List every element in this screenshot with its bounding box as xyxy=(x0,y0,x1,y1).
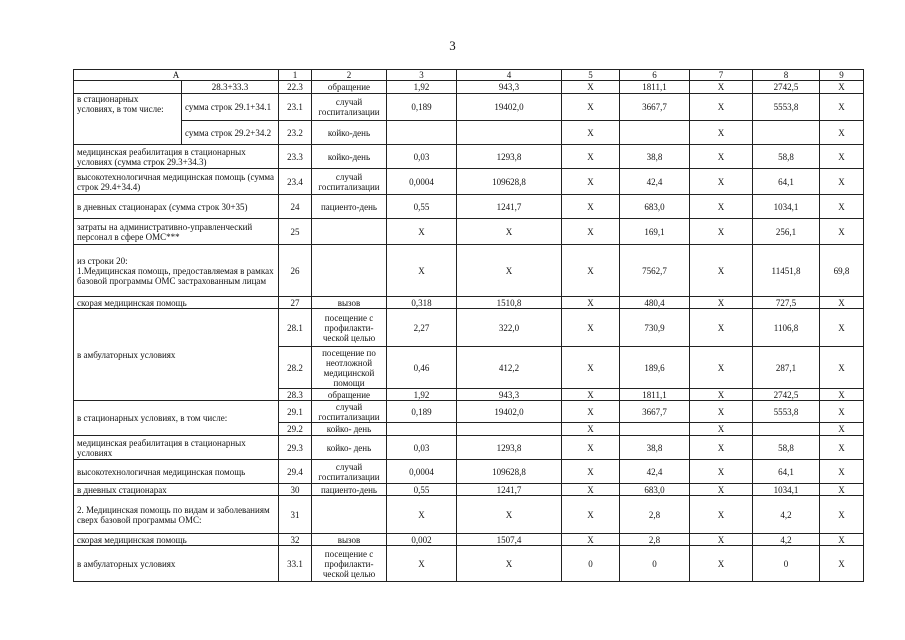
cell: X xyxy=(562,195,620,219)
cell: X xyxy=(820,484,864,496)
cell xyxy=(387,423,457,436)
cell: 11451,8 xyxy=(753,245,820,297)
row-name-line: 1.Медицинская помощь, предоставляемая в рамках базовой программы ОМС застрахованным лицам xyxy=(77,265,274,286)
cell: X xyxy=(562,94,620,121)
cell: X xyxy=(690,436,753,460)
table-row xyxy=(74,81,864,94)
cell: 0 xyxy=(620,546,690,582)
cell: X xyxy=(457,546,562,582)
cell: 1811,1 xyxy=(620,389,690,401)
row-code: 28.1 xyxy=(279,309,312,347)
table-row xyxy=(74,436,864,460)
row-unit: случай госпитализации xyxy=(312,460,387,484)
cell: X xyxy=(690,94,753,121)
cell xyxy=(387,121,457,145)
cell: X xyxy=(820,81,864,94)
cell: X xyxy=(820,534,864,546)
cell: 109628,8 xyxy=(457,460,562,484)
cell: 1034,1 xyxy=(753,484,820,496)
row-name: затраты на административно-управленческий персонал в сфере ОМС*** xyxy=(74,219,279,245)
cell: X xyxy=(690,496,753,534)
row-code: 26 xyxy=(279,245,312,297)
cell: X xyxy=(820,401,864,423)
row-name-line: из строки 20: xyxy=(77,255,128,266)
row-code: 23.4 xyxy=(279,169,312,195)
cell: 256,1 xyxy=(753,219,820,245)
cell: 1,92 xyxy=(387,81,457,94)
row-code: 23.2 xyxy=(279,121,312,145)
table-row xyxy=(74,121,864,145)
table-row xyxy=(74,496,864,534)
header-cell: 2 xyxy=(312,70,387,81)
cell: X xyxy=(820,347,864,389)
cell: 58,8 xyxy=(753,436,820,460)
row-subname: сумма строк 29.1+34.1 xyxy=(182,94,279,121)
cell: X xyxy=(690,309,753,347)
header-cell: 9 xyxy=(820,70,864,81)
cell xyxy=(620,121,690,145)
row-name xyxy=(74,245,279,297)
cell: 0,0004 xyxy=(387,169,457,195)
cell: 109628,8 xyxy=(457,169,562,195)
cell: 4,2 xyxy=(753,534,820,546)
row-name: скорая медицинская помощь xyxy=(74,297,279,309)
table-row xyxy=(74,245,864,297)
row-code: 31 xyxy=(279,496,312,534)
cell: 0,0004 xyxy=(387,460,457,484)
row-name: высокотехнологичная медицинская помощь xyxy=(74,460,279,484)
row-code: 22.3 xyxy=(279,81,312,94)
row-code: 29.4 xyxy=(279,460,312,484)
cell: X xyxy=(562,81,620,94)
cell: 943,3 xyxy=(457,389,562,401)
cell: 0 xyxy=(562,546,620,582)
cell: X xyxy=(562,460,620,484)
cell: X xyxy=(387,245,457,297)
financing-table xyxy=(73,69,864,582)
row-unit xyxy=(312,219,387,245)
cell: 42,4 xyxy=(620,169,690,195)
table-row xyxy=(74,195,864,219)
table-row xyxy=(74,484,864,496)
cell: X xyxy=(562,297,620,309)
row-unit: койко- день xyxy=(312,436,387,460)
cell: 2742,5 xyxy=(753,81,820,94)
cell: 0,03 xyxy=(387,436,457,460)
cell: X xyxy=(690,347,753,389)
cell: X xyxy=(690,121,753,145)
cell: X xyxy=(820,94,864,121)
row-name: в стационарных условиях, в том числе: xyxy=(74,94,182,145)
row-subname: сумма строк 29.2+34.2 xyxy=(182,121,279,145)
cell: 4,2 xyxy=(753,496,820,534)
cell: 3667,7 xyxy=(620,401,690,423)
cell: X xyxy=(690,534,753,546)
cell: X xyxy=(387,219,457,245)
cell: X xyxy=(820,121,864,145)
row-code: 28.2 xyxy=(279,347,312,389)
cell: 2,8 xyxy=(620,496,690,534)
cell: 7562,7 xyxy=(620,245,690,297)
cell: X xyxy=(690,219,753,245)
row-unit: посещение по неотложной медицинской помощи xyxy=(312,347,387,389)
cell: 683,0 xyxy=(620,484,690,496)
cell: X xyxy=(820,297,864,309)
row-name: 2. Медицинская помощь по видам и заболеваниям сверх базовой программы ОМС: xyxy=(74,496,279,534)
cell: X xyxy=(690,297,753,309)
cell: 1293,8 xyxy=(457,436,562,460)
table-row xyxy=(74,460,864,484)
cell: X xyxy=(690,401,753,423)
cell: 64,1 xyxy=(753,169,820,195)
table-row xyxy=(74,94,864,121)
cell: X xyxy=(562,436,620,460)
cell: 1,92 xyxy=(387,389,457,401)
row-unit: посещение с профилакти-ческой целью xyxy=(312,309,387,347)
header-cell: 1 xyxy=(279,70,312,81)
header-cell: 3 xyxy=(387,70,457,81)
cell: X xyxy=(562,309,620,347)
cell: 1293,8 xyxy=(457,145,562,169)
row-code: 32 xyxy=(279,534,312,546)
cell: X xyxy=(690,195,753,219)
row-code: 29.3 xyxy=(279,436,312,460)
cell: 42,4 xyxy=(620,460,690,484)
header-cell: 4 xyxy=(457,70,562,81)
cell: 19402,0 xyxy=(457,94,562,121)
cell: 2,27 xyxy=(387,309,457,347)
cell: 169,1 xyxy=(620,219,690,245)
row-unit xyxy=(312,496,387,534)
row-name: в стационарных условиях, в том числе: xyxy=(74,401,279,436)
row-unit: обращение xyxy=(312,81,387,94)
cell: 943,3 xyxy=(457,81,562,94)
cell: 64,1 xyxy=(753,460,820,484)
cell: X xyxy=(690,546,753,582)
cell: 0,55 xyxy=(387,484,457,496)
row-unit: обращение xyxy=(312,389,387,401)
cell: 1034,1 xyxy=(753,195,820,219)
cell: 683,0 xyxy=(620,195,690,219)
row-code: 23.1 xyxy=(279,94,312,121)
cell: 0,002 xyxy=(387,534,457,546)
table-row xyxy=(74,546,864,582)
cell: 189,6 xyxy=(620,347,690,389)
cell: 0 xyxy=(753,546,820,582)
row-name: в амбулаторных условиях xyxy=(74,309,279,401)
cell: X xyxy=(457,245,562,297)
cell: X xyxy=(562,496,620,534)
row-unit: случай госпитализации xyxy=(312,401,387,423)
cell: X xyxy=(562,145,620,169)
row-unit: вызов xyxy=(312,297,387,309)
cell: X xyxy=(820,436,864,460)
row-unit: пациенто-день xyxy=(312,484,387,496)
cell: X xyxy=(562,219,620,245)
cell: X xyxy=(820,169,864,195)
cell: 0,189 xyxy=(387,401,457,423)
cell: 0,318 xyxy=(387,297,457,309)
cell: X xyxy=(562,484,620,496)
cell: X xyxy=(820,219,864,245)
row-code: 28.3 xyxy=(279,389,312,401)
cell: X xyxy=(387,496,457,534)
row-unit: койко-день xyxy=(312,145,387,169)
table-row xyxy=(74,401,864,423)
cell: 2742,5 xyxy=(753,389,820,401)
cell: 412,2 xyxy=(457,347,562,389)
cell: X xyxy=(690,423,753,436)
table-row xyxy=(74,534,864,546)
cell: 0,46 xyxy=(387,347,457,389)
row-unit: случай госпитализации xyxy=(312,94,387,121)
cell: 322,0 xyxy=(457,309,562,347)
cell: X xyxy=(690,484,753,496)
row-name: медицинская реабилитация в стационарных условиях xyxy=(74,436,279,460)
cell: X xyxy=(562,534,620,546)
row-unit: вызов xyxy=(312,534,387,546)
cell: 1241,7 xyxy=(457,484,562,496)
cell: X xyxy=(820,496,864,534)
cell: 287,1 xyxy=(753,347,820,389)
row-name: высокотехнологичная медицинская помощь (сумма строк 29.4+34.4) xyxy=(74,169,279,195)
cell: X xyxy=(690,145,753,169)
cell: X xyxy=(690,81,753,94)
cell: X xyxy=(690,169,753,195)
row-name: скорая медицинская помощь xyxy=(74,534,279,546)
cell: X xyxy=(820,460,864,484)
row-unit: койко-день xyxy=(312,121,387,145)
cell: 480,4 xyxy=(620,297,690,309)
cell xyxy=(457,423,562,436)
row-name: 28.3+33.3 xyxy=(182,81,279,94)
cell: 19402,0 xyxy=(457,401,562,423)
row-name: в дневных стационарах xyxy=(74,484,279,496)
cell: 69,8 xyxy=(820,245,864,297)
table-row xyxy=(74,169,864,195)
cell: X xyxy=(690,389,753,401)
row-code: 29.2 xyxy=(279,423,312,436)
header-cell: 7 xyxy=(690,70,753,81)
cell xyxy=(620,423,690,436)
row-name: в амбулаторных условиях xyxy=(74,546,279,582)
cell: 38,8 xyxy=(620,436,690,460)
cell: 5553,8 xyxy=(753,94,820,121)
page-number: 3 xyxy=(449,38,456,53)
cell: X xyxy=(690,245,753,297)
cell xyxy=(753,121,820,145)
header-cell: 8 xyxy=(753,70,820,81)
row-name: медицинская реабилитация в стационарных условиях (сумма строк 29.3+34.3) xyxy=(74,145,279,169)
cell: X xyxy=(457,496,562,534)
cell: X xyxy=(562,423,620,436)
row-unit: случай госпитализации xyxy=(312,169,387,195)
cell: X xyxy=(820,145,864,169)
cell xyxy=(753,423,820,436)
cell: X xyxy=(820,423,864,436)
cell: X xyxy=(387,546,457,582)
cell: X xyxy=(562,389,620,401)
cell: X xyxy=(562,401,620,423)
header-cell: 6 xyxy=(620,70,690,81)
row-code: 25 xyxy=(279,219,312,245)
row-unit: койко- день xyxy=(312,423,387,436)
row-unit: пациенто-день xyxy=(312,195,387,219)
cell: 1510,8 xyxy=(457,297,562,309)
cell: 2,8 xyxy=(620,534,690,546)
cell: 1811,1 xyxy=(620,81,690,94)
cell: 0,03 xyxy=(387,145,457,169)
cell: 1507,4 xyxy=(457,534,562,546)
cell: X xyxy=(820,195,864,219)
row-unit: посещение с профилакти-ческой целью xyxy=(312,546,387,582)
cell: X xyxy=(820,389,864,401)
cell: X xyxy=(562,347,620,389)
cell: 730,9 xyxy=(620,309,690,347)
header-cell: A xyxy=(74,70,279,81)
row-code: 33.1 xyxy=(279,546,312,582)
cell: X xyxy=(457,219,562,245)
header-row xyxy=(74,70,864,81)
cell: 0,189 xyxy=(387,94,457,121)
cell: X xyxy=(820,546,864,582)
row-code: 23.3 xyxy=(279,145,312,169)
row-code: 24 xyxy=(279,195,312,219)
row-code: 29.1 xyxy=(279,401,312,423)
row-code: 27 xyxy=(279,297,312,309)
cell: X xyxy=(820,309,864,347)
cell xyxy=(457,121,562,145)
row-name: в дневных стационарах (сумма строк 30+35) xyxy=(74,195,279,219)
table-row xyxy=(74,297,864,309)
cell: 38,8 xyxy=(620,145,690,169)
cell: 3667,7 xyxy=(620,94,690,121)
row-code: 30 xyxy=(279,484,312,496)
cell: 1106,8 xyxy=(753,309,820,347)
cell: X xyxy=(562,245,620,297)
table-row xyxy=(74,145,864,169)
cell: 0,55 xyxy=(387,195,457,219)
cell: X xyxy=(562,169,620,195)
cell: 727,5 xyxy=(753,297,820,309)
table-row xyxy=(74,219,864,245)
table-row xyxy=(74,309,864,347)
header-cell: 5 xyxy=(562,70,620,81)
cell: X xyxy=(690,460,753,484)
cell: 1241,7 xyxy=(457,195,562,219)
row-unit xyxy=(312,245,387,297)
cell: 5553,8 xyxy=(753,401,820,423)
cell: 58,8 xyxy=(753,145,820,169)
cell: X xyxy=(562,121,620,145)
